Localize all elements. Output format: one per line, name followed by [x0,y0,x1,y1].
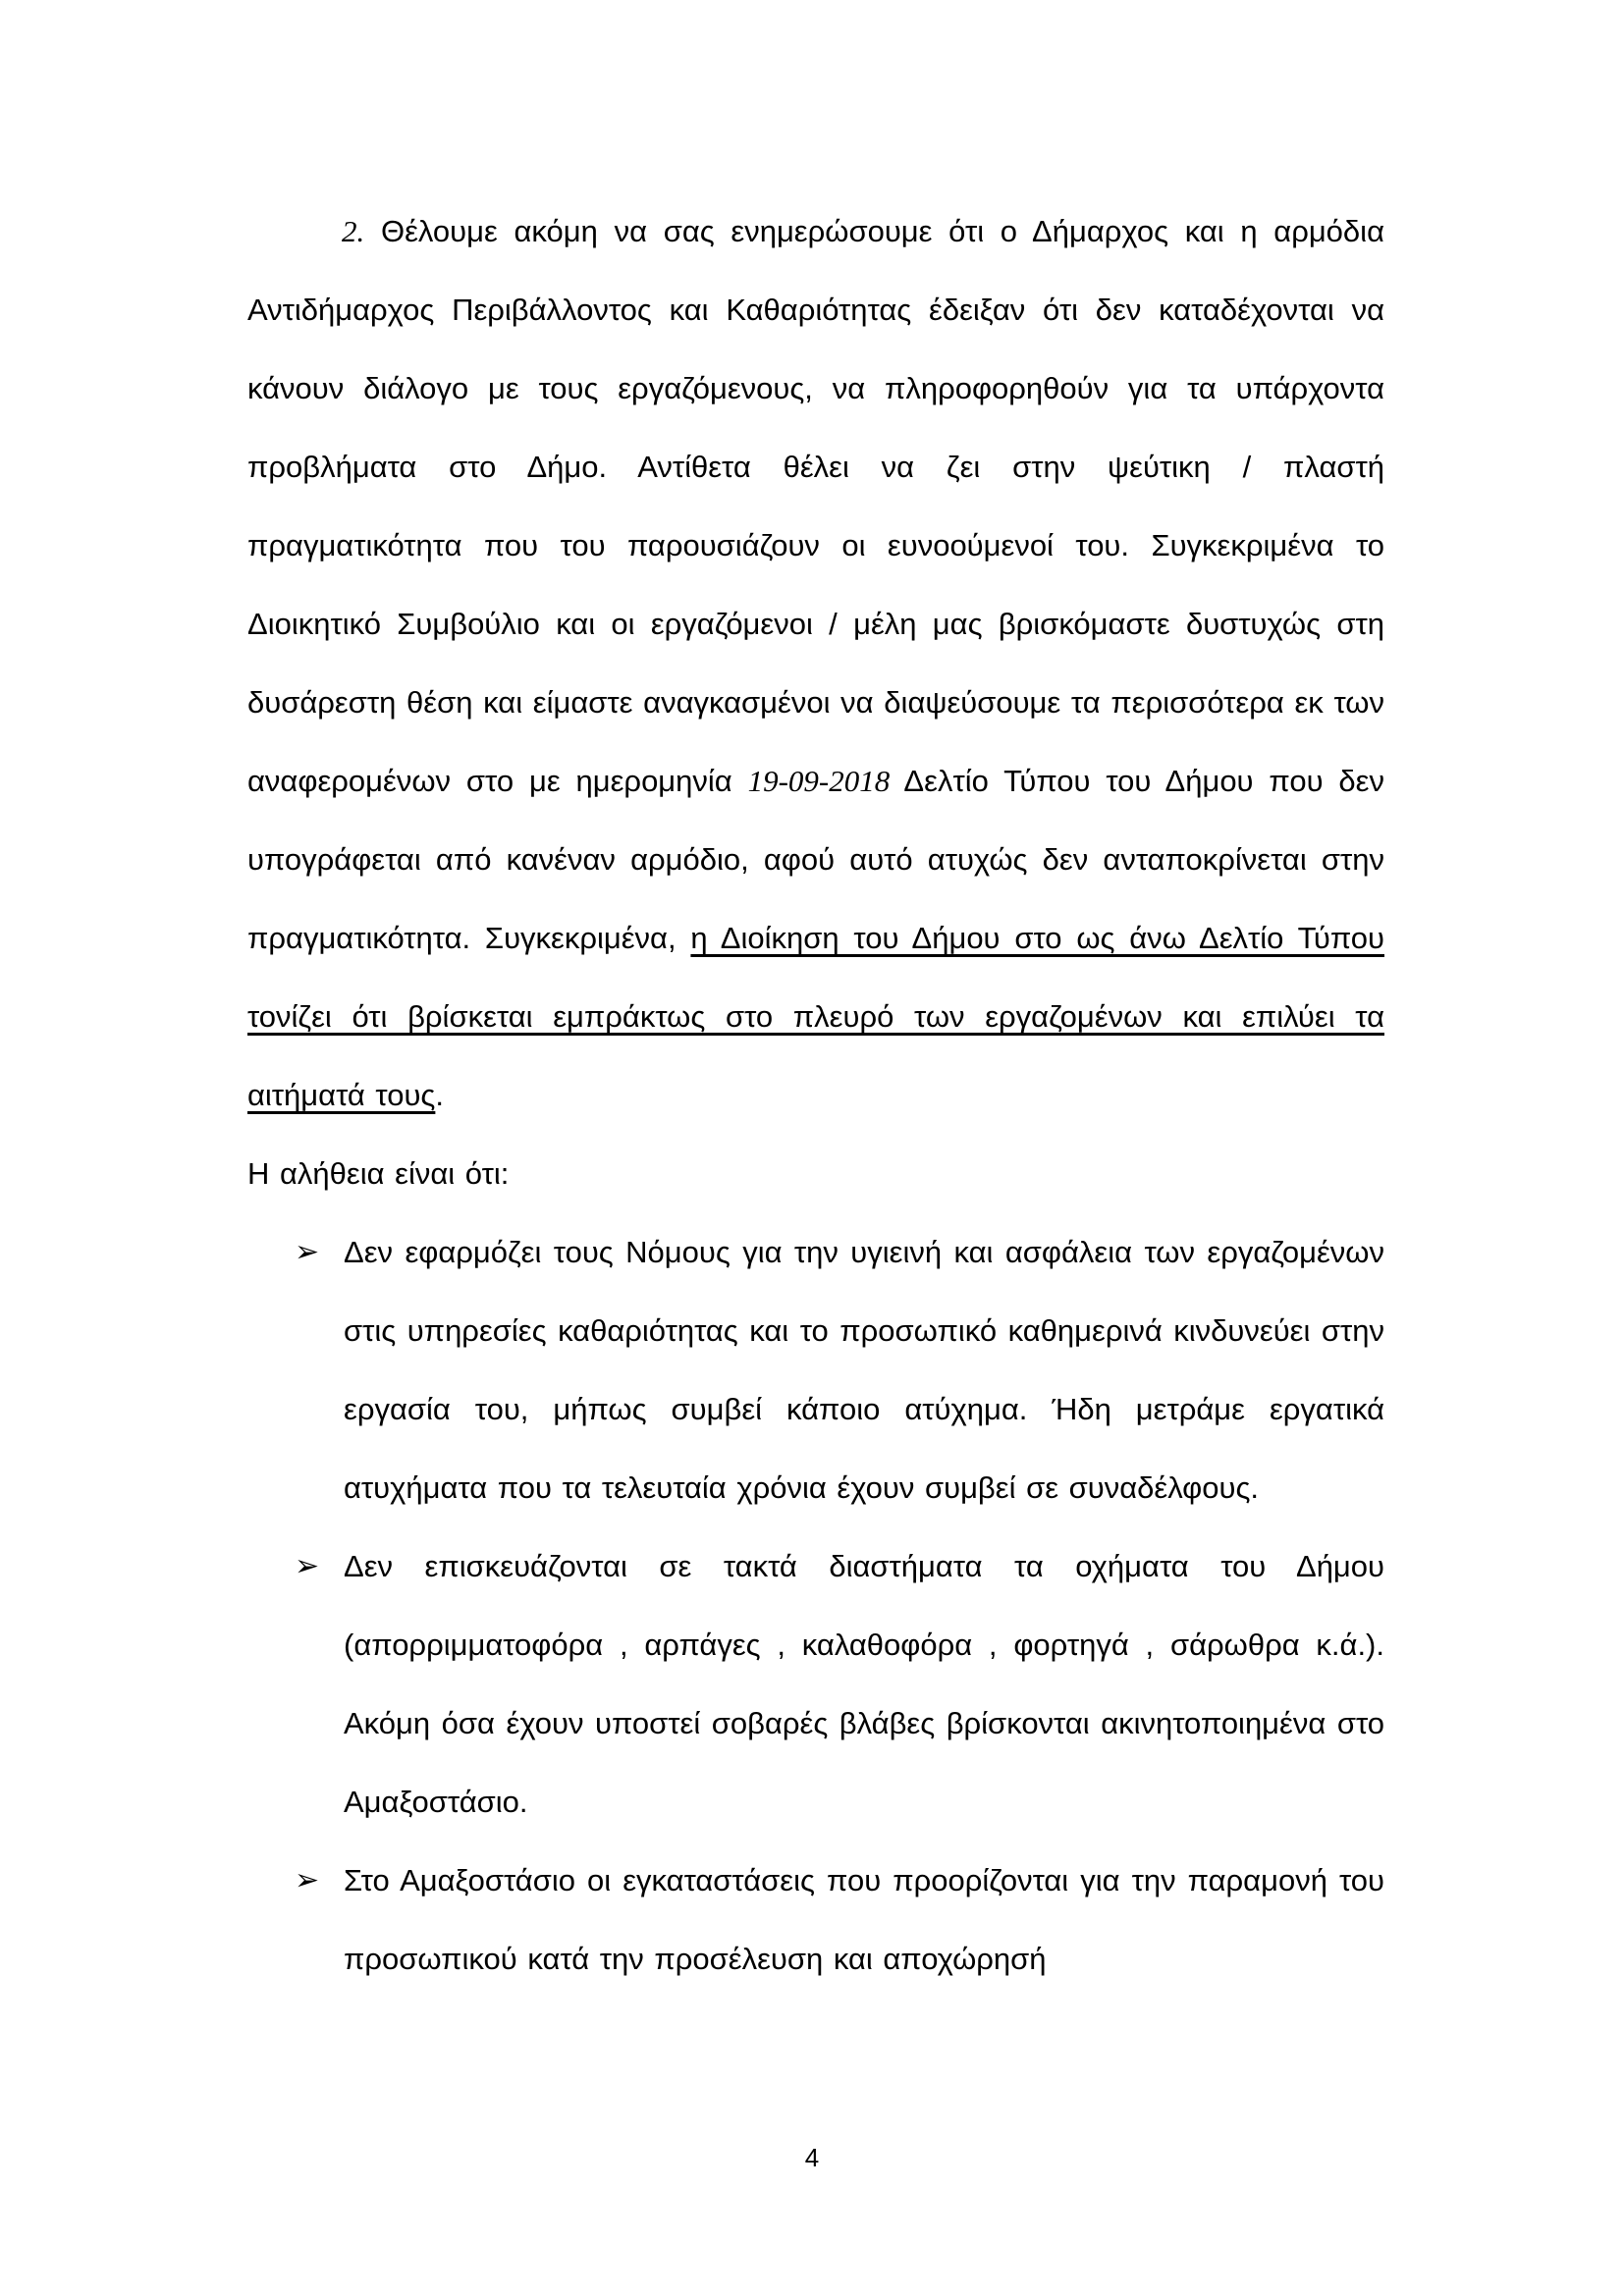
truth-intro: Η αλήθεια είναι ότι: [247,1156,510,1191]
bullet-item-3 [247,1842,1384,1999]
bullet-text-1: Δεν εφαρμόζει τους Νόμους για την υγιεινή και ασφάλεια των εργαζομένων στις υπηρεσίες καθαριότητας και το προσωπικό καθημερινά κινδυνεύει στην εργασία του, μήπως συμβεί κάποιο ατύχημα. Ήδη μετράμε εργατικά ατυχήματα που τα τελευταία χρόνια έχουν συμβεί σε συναδέλφους. [344,1235,1384,1505]
underlined-claim: η Διοίκηση του Δήμου στο ως άνω Δελτίο Τύπου τονίζει ότι βρίσκεται εμπράκτως στο πλευρό των εργαζομένων και επιλύει τα αιτήματά τους [247,921,1384,1112]
bullet-list [247,1213,1384,1999]
paragraph-text-part-1: Θέλουμε ακόμη να σας ενημερώσουμε ότι ο Δήμαρχος και η αρμόδια Αντιδήμαρχος Περιβάλλοντος και Καθαριότητας έδειξαν ότι δεν καταδέχονται να κάνουν διάλογο με τους εργαζόμενους, να πληροφορηθούν για τα υπάρχοντα προβλήματα στο Δήμο. Αντίθετα θέλει να ζει στην ψεύτικη / πλαστή πραγματικότητα που του παρουσιάζουν οι ευνοούμενοί του. Συγκεκριμένα το Διοικητικό Συμβούλιο και οι εργαζόμενοι / μέλη μας βρισκόμαστε δυστυχώς στη δυσάρεστη θέση και είμαστε αναγκασμένοι να διαψεύσουμε τα περισσότερα εκ των αναφερομένων στο με ημερομηνία [247,214,1384,798]
body-text [247,192,1384,1999]
bullet-item-2 [247,1527,1384,1842]
press-release-date: 19-09-2018 [747,764,891,798]
arrow-bullet-icon: ➢ [295,1549,320,1583]
paragraph-2 [247,192,1384,1135]
page-number: 4 [804,2143,820,2172]
arrow-bullet-icon: ➢ [295,1863,320,1897]
bullet-text-3: Στο Αμαξοστάσιο οι εγκαταστάσεις που προορίζονται για την παραμονή του προσωπικού κατά την προσέλευση και αποχώρησή [344,1863,1384,1976]
bullet-text-2: Δεν επισκευάζονται σε τακτά διαστήματα τα οχήματα του Δήμου (απορριμματοφόρα , αρπάγες , καλαθοφόρα , φορτηγά , σάρωθρα κ.ά.). Ακόμη όσα έχουν υποστεί σοβαρές βλάβες βρίσκονται ακινητοποιημένα στο Αμαξοστάσιο. [344,1549,1384,1819]
paragraph-2-text [247,192,1384,1135]
arrow-bullet-icon: ➢ [295,1235,320,1269]
underlined-claim-period: . [435,1078,444,1112]
bullet-item-1 [247,1213,1384,1527]
paragraph-number: 2. [342,214,365,248]
paragraph-text-part-2: Δελτίο Τύπου του Δήμου που δεν υπογράφεται από κανέναν αρμόδιο, αφού αυτό ατυχώς δεν ανταποκρίνεται στην πραγματικότητα. Συγκεκριμένα, [247,764,1384,955]
